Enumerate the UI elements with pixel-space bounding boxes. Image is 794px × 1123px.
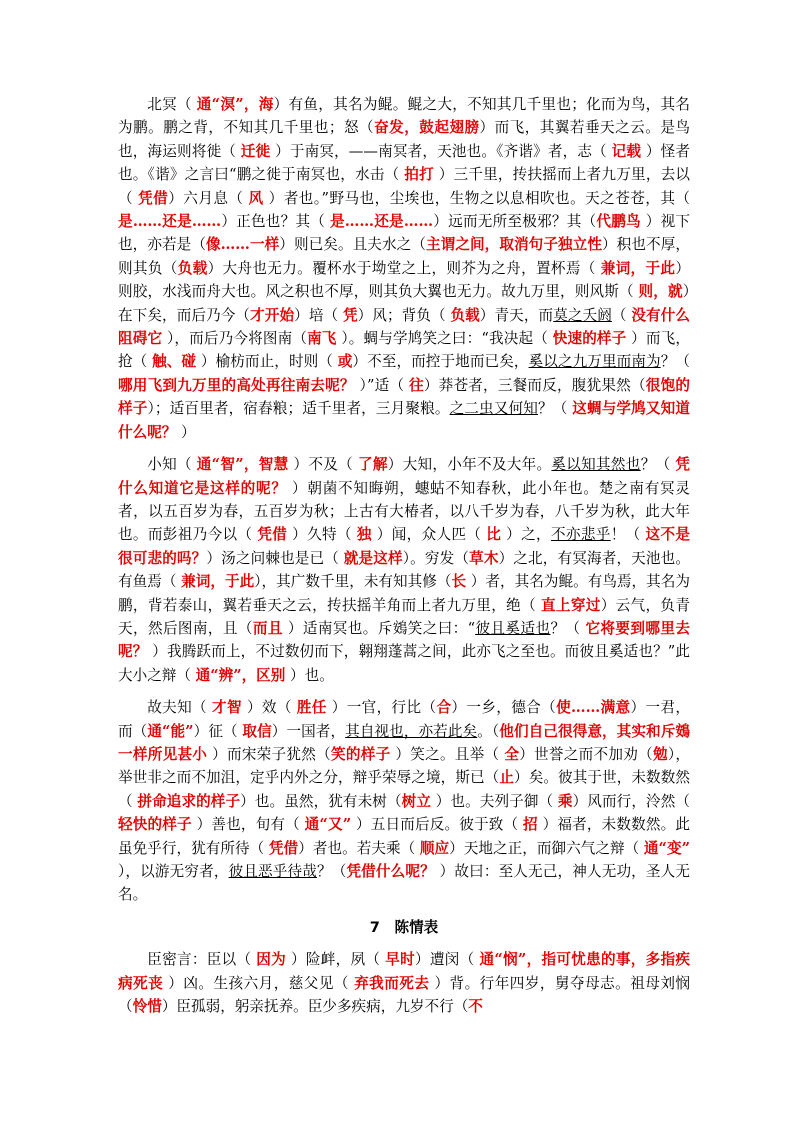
text-run: ）。蜩与学鸠笑之曰：“我决起（ — [336, 330, 553, 348]
annotation: 弃我而死去 — [354, 974, 430, 992]
text-run: ）一官，行比（ — [326, 699, 437, 717]
annotation: 胜任 — [296, 699, 327, 717]
text-run: ）积也不厚，则其负（ — [118, 236, 690, 277]
text-run: ）有鱼，其名为鲲。鲲之大，不知其几千里也；化而为鸟，其名为鹏。鹏之背，不知其几千里也；怒（ — [118, 96, 691, 137]
text-run: ）朝菌不知晦朔，蟪蛄不知春秋，此小年也。楚之南有冥灵者，以五百岁为春，五百岁为秋；上古有大椿者，以八千岁为春，八千岁为秋，此大年也。而彭祖乃今以（ — [118, 479, 690, 544]
text-run: ）一国者， — [271, 722, 346, 740]
text-run: 小知（ — [147, 456, 197, 474]
text-run: ）汤之问棘也是已（ — [206, 549, 344, 567]
annotation: 长 — [451, 573, 467, 591]
text-run: ）凶。生孩六月，慈父见（ — [163, 974, 355, 992]
text-run: ）五日而后反。彼于致（ — [351, 816, 524, 834]
text-run: ）风而行，泠然（ — [572, 792, 690, 810]
text-run: ？（ — [550, 619, 586, 637]
text-run: ）我腾跃而上，不过数仞而下，翱翔蓬蒿之间，此亦飞之至也。而彼且奚适也？”此大小之辩（ — [118, 643, 690, 684]
annotation: 快速的样子 — [552, 330, 627, 348]
text-run: ）大舟也无力。覆杯水于坳堂之上，则芥为之舟，置杯焉（ — [207, 259, 601, 277]
text-run: ）六月息（ — [168, 189, 249, 207]
text-run: ），以游无穷者， — [118, 863, 229, 880]
text-run: ）一乡，德合（ — [451, 699, 557, 717]
text-run: ）者也。若夫乘（ — [298, 839, 420, 857]
text-run: ）福者，未数数然。此虽免乎行，犹有所待（ — [118, 816, 690, 857]
annotation: 直上穿过 — [541, 596, 601, 614]
text-run: ）。穷发（ — [402, 549, 470, 567]
text-run: ），举世非之而不加沮，定乎内外之分，辩乎荣辱之境，斯已（ — [118, 745, 690, 787]
text-run: ）者，其名为鲲。有鸟焉，其名为鹏，背若泰山，翼若垂天之云，抟扶摇羊角而上者九万里，绝（ — [118, 573, 690, 614]
annotation: 早时 — [385, 951, 415, 969]
text-run: ）三千里，抟扶摇而上者九万里，去以（ — [118, 166, 690, 207]
underlined-text: 奚以知其然也 — [551, 456, 641, 474]
text-run: ）矣。彼其于世，未数数然（ — [118, 769, 690, 810]
annotation: 负载 — [177, 259, 208, 277]
text-run: ）”适（ — [354, 376, 410, 394]
annotation: 树立 — [401, 792, 432, 810]
annotation: 比 — [486, 526, 502, 544]
text-run: ）之， — [501, 526, 551, 544]
text-run: ）则胶，水浅而舟大也。风之积也不厚，则其负大翼也无力。故九万里，则风斯（ — [118, 259, 690, 301]
text-run: ）则已矣。且夫水之（ — [279, 236, 426, 254]
text-run: ）闻，众人匹（ — [371, 526, 487, 544]
text-run: ）而飞，抢（ — [118, 330, 690, 371]
annotation: 迁徙 — [240, 142, 271, 160]
annotation: 通“悯”，指可忧患的事，多指疾病死丧 — [118, 951, 690, 992]
text-run: ）不至，而控于地而已矣， — [352, 353, 529, 371]
text-run: ？（ — [660, 353, 690, 371]
text-run: （ — [611, 306, 632, 324]
text-run: ）不及（ — [288, 456, 358, 474]
text-run: ）榆枋而止，时则（ — [196, 353, 338, 371]
underlined-text: 莫之夭阏 — [553, 306, 612, 324]
underlined-text: 之二虫又何知 — [449, 400, 538, 418]
text-run: 臣密言：臣以（ — [147, 951, 257, 969]
text-run: 故夫知（ — [147, 699, 213, 717]
annotation: 使……满意 — [556, 699, 631, 717]
text-run: ）笑之。且举（ — [390, 745, 505, 763]
text-run: ）而宋荣子犹然（ — [207, 745, 331, 763]
text-run: ）风；背负（ — [357, 306, 451, 324]
text-run: ）大知，小年不及大年。 — [387, 456, 552, 474]
annotation: 通“辨”，区别 — [195, 666, 286, 684]
text-run: ）而飞，其翼若垂天之云。是鸟也，海运则将徙（ — [118, 119, 690, 160]
text-run: ）怪者也。《谐》之言曰“鹏之徙于南冥也，水击（ — [118, 142, 690, 184]
text-run: ？（ — [537, 400, 573, 418]
annotation: 则，就 — [638, 283, 683, 301]
text-run: ）远而无所至极邪？其（ — [433, 213, 597, 231]
annotation: 哪用飞到九万里的高处再往南去呢？ — [118, 376, 355, 394]
annotation: 通“溟”，海 — [196, 96, 274, 113]
text-run: ）善也，旬有（ — [191, 816, 305, 834]
text-run: ） — [176, 423, 196, 441]
annotation: 因为 — [256, 951, 287, 969]
annotation: 招 — [523, 816, 538, 834]
annotation: 轻快的样子 — [118, 816, 192, 834]
text-run: ）久特（ — [287, 526, 357, 544]
paragraph-3 — [118, 696, 690, 907]
annotation: 不 — [468, 998, 483, 1016]
annotation: 南飞 — [307, 330, 337, 348]
text-run: ）莽苍者，三餐而反，腹犹果然（ — [423, 376, 646, 394]
text-run: ！（ — [610, 526, 646, 544]
text-run: ）正色也？其（ — [221, 213, 330, 231]
annotation: 兼词，于此 — [600, 259, 676, 277]
text-run: 北冥（ — [147, 96, 197, 113]
text-run: ）险衅，夙（ — [286, 951, 386, 969]
annotation: 凭什么知道它是这样的呢？ — [118, 456, 691, 497]
annotation: 取信 — [242, 722, 272, 740]
text-run: ）青天，而 — [479, 306, 554, 324]
text-run: ）征（ — [193, 722, 243, 740]
text-run: 。（ — [477, 722, 500, 740]
annotation: 触、碰 — [152, 353, 197, 371]
annotation: 这蜩与学鸠又知道什么呢？ — [118, 400, 690, 441]
annotation: 勉 — [652, 745, 668, 763]
annotation: 没有什么阻碍它 — [118, 306, 690, 348]
text-run: ）也。 — [285, 666, 334, 684]
text-run: ）之北，有冥海者，天池也。有鱼焉（ — [118, 549, 690, 591]
text-run: ）在下矣，而后乃今（ — [118, 283, 690, 324]
paragraph-1 — [118, 93, 690, 444]
annotation: 他们自己很得意，其实和斥鴳一样所见甚小 — [118, 722, 690, 763]
annotation: 通“又” — [304, 816, 352, 834]
underlined-text: 奚以之九万里而南为 — [528, 353, 661, 371]
annotation: 它将要到哪里去呢？ — [118, 619, 690, 661]
annotation: 往 — [409, 376, 424, 394]
text-run: ）故曰：至人无己，神人无功，圣人无名。 — [118, 863, 690, 904]
annotation: 笑的样子 — [331, 745, 391, 763]
annotation: 兼词，于此 — [181, 573, 255, 591]
annotation: 拼命追求的样子 — [137, 792, 241, 810]
text-run: ）背。行年四岁，舅夺母志。祖母刘悯（ — [118, 974, 691, 1016]
text-run: ）于南冥，——南冥者，天池也。《齐谐》者，志（ — [270, 142, 612, 160]
text-run: ）也。虽然，犹有未树（ — [240, 792, 402, 810]
annotation: 通“变” — [643, 839, 690, 857]
text-run: ）云气，负青天，然后图南，且（ — [118, 596, 690, 637]
text-run: ），其广数千里，未有知其修（ — [254, 573, 452, 591]
annotation: 止 — [499, 769, 515, 787]
text-run: ）臣孤弱，躬亲抚养。臣少多疾病，九岁不行（ — [161, 998, 469, 1016]
text-run: ）也。夫列子御（ — [431, 792, 558, 810]
annotation: 风 — [248, 189, 264, 207]
annotation: 全 — [504, 745, 520, 763]
text-run: ）世誉之而不加劝（ — [519, 745, 653, 763]
annotation: 凭借 — [268, 839, 299, 857]
underlined-text: 其自视也，亦若此矣 — [345, 722, 478, 740]
text-run: ）天地之正，而御六气之辩（ — [449, 839, 644, 857]
annotation: 代鹏鸟 — [596, 213, 641, 231]
annotation: 乘 — [557, 792, 573, 810]
text-run: ？（ — [640, 456, 676, 474]
annotation: 才开始 — [250, 306, 295, 324]
annotation: 了解 — [357, 456, 388, 474]
annotation: 很饱的样子 — [118, 376, 690, 418]
annotation: 通“能” — [147, 722, 194, 740]
annotation: 而且 — [252, 619, 283, 637]
annotation: 负载 — [450, 306, 480, 324]
annotation: 像……一样 — [206, 236, 280, 254]
annotation: 才智 — [212, 699, 242, 717]
text-run: ）培（ — [294, 306, 343, 324]
annotation: 是……还是…… — [118, 213, 222, 231]
annotation: 是……还是…… — [329, 213, 434, 231]
annotation: 顺应 — [419, 839, 450, 857]
annotation: 独 — [356, 526, 372, 544]
text-run: ？（ — [316, 863, 347, 880]
annotation: 这不是很可悲的吗？ — [118, 526, 690, 567]
annotation: 凭借 — [138, 189, 169, 207]
annotation: 凭借 — [257, 526, 288, 544]
text-run: ）一君，而（ — [118, 699, 690, 740]
text-run: ）；适百里者，宿舂粮；适千里者，三月聚粮。 — [147, 400, 450, 418]
annotation: 通“智”，智慧 — [196, 456, 289, 474]
paragraph-4 — [118, 948, 690, 1018]
annotation: 奋发，鼓起翅膀 — [374, 119, 480, 137]
underlined-text: 不亦悲乎 — [550, 526, 611, 544]
annotation: 或 — [337, 353, 353, 371]
annotation: 记载 — [611, 142, 642, 160]
paragraph-2 — [118, 453, 690, 687]
annotation: 拍打 — [404, 166, 434, 184]
annotation: 凭 — [342, 306, 358, 324]
text-run: ）视下也，亦若是（ — [118, 213, 690, 254]
section-heading: 7 陈情表 — [369, 918, 439, 936]
text-run: ）遭闵（ — [414, 951, 480, 969]
annotation: 怜惜 — [132, 998, 162, 1016]
annotation: 就是这样 — [343, 549, 403, 567]
annotation: 凭借什么呢？ — [346, 863, 435, 880]
document-page — [118, 93, 690, 1027]
annotation: 合 — [436, 699, 452, 717]
text-run: ）者也。”野马也，尘埃也，生物之以息相吹也。天之苍苍，其（ — [263, 189, 690, 207]
annotation: 草木 — [469, 549, 499, 567]
annotation: 主谓之间，取消句子独立性 — [425, 236, 603, 254]
text-run: ）效（ — [241, 699, 297, 717]
text-run: ），而后乃今将图南（ — [162, 330, 308, 348]
underlined-text: 彼且奚适也 — [475, 619, 551, 637]
text-run: ）适南冥也。斥鴳笑之曰：“ — [282, 619, 476, 637]
underlined-text: 彼且恶乎待哉 — [228, 863, 317, 880]
